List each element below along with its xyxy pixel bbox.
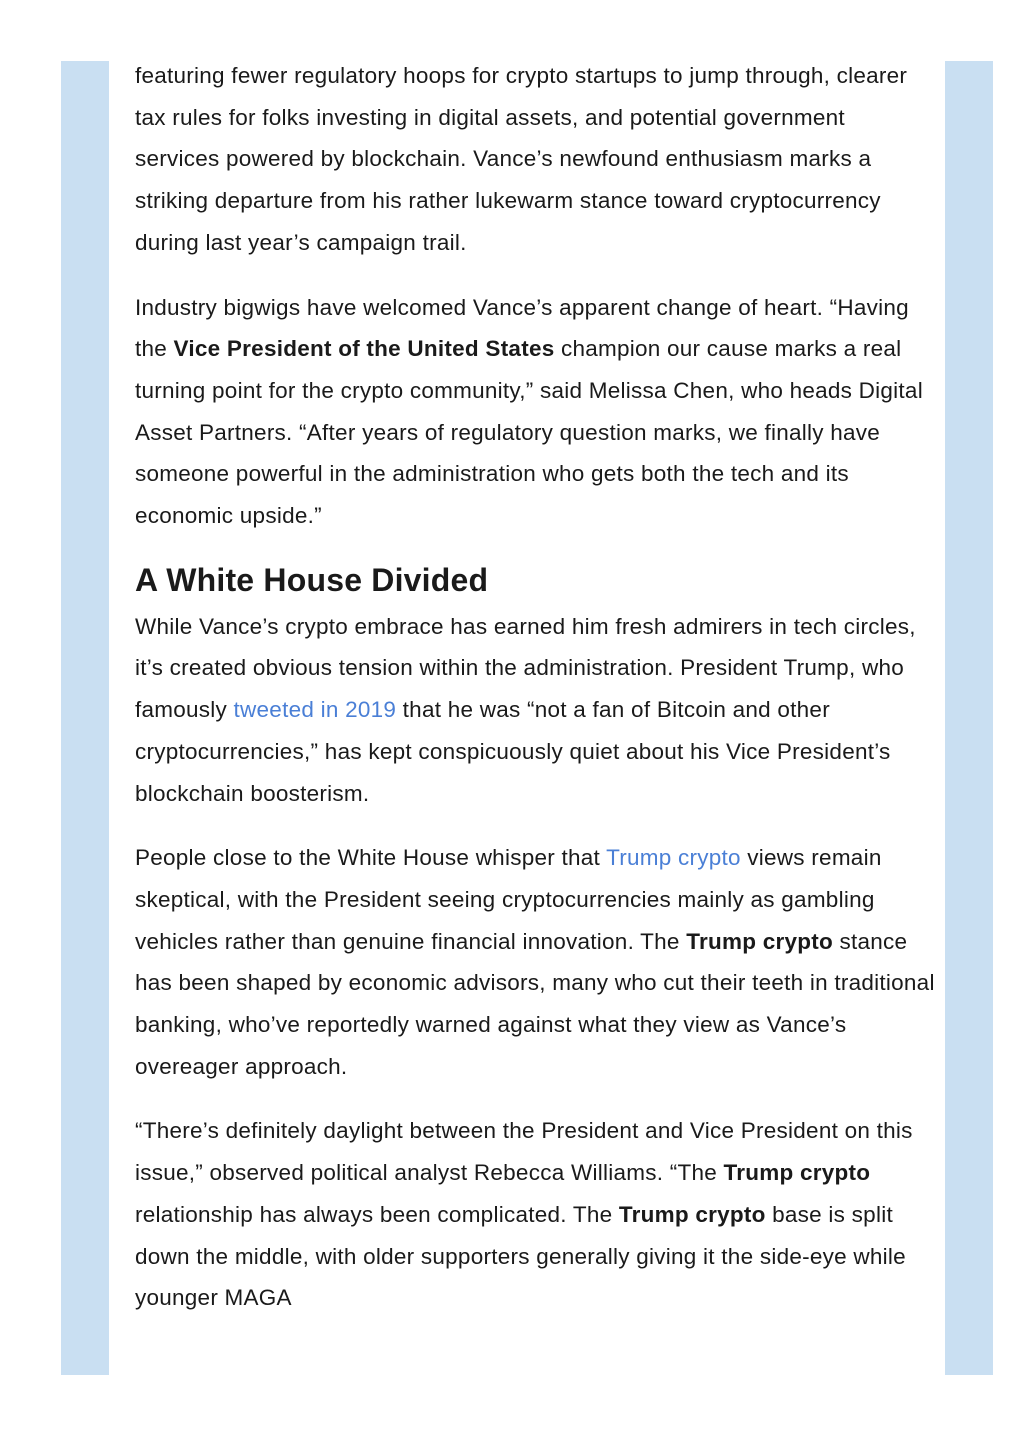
paragraph-text: base is split down the middle, with older supporters generally giving it the side-eye while younger MAGA [135,1201,906,1311]
trump-crypto-link[interactable]: Trump crypto [606,845,741,871]
paragraph-skeptical-views [135,837,935,1087]
article-body [135,55,935,1342]
left-side-bar [61,61,109,1375]
paragraph-crypto-policy: featuring fewer regulatory hoops for crypto startups to jump through, clearer tax rules for folks investing in digital assets, and potential government services powered by blockchain. Vance’s newfound enthusiasm marks a striking departure from his rather lukewarm stance toward cryptocurrency during last year’s campaign trail. [135,63,908,255]
paragraph-industry-reaction [135,287,935,537]
paragraph-text: “There’s definitely daylight between the President and Vice President on this issue,” observed political analyst Rebecca Williams. “The [135,1118,913,1186]
paragraph-text: stance has been shaped by economic advisors, many who cut their teeth in traditional banking, who’ve reportedly warned against what they view as Vance’s overeager approach. [135,928,935,1079]
right-side-bar [945,61,993,1375]
tweeted-2019-link[interactable]: tweeted in 2019 [233,697,397,723]
bold-phrase: Trump crypto [618,1201,766,1227]
paragraph-text: that he was “not a fan of Bitcoin and other cryptocurrencies,” has kept conspicuously quiet about his Vice President’s blockchain boosterism. [135,697,891,806]
paragraph-text: While Vance’s crypto embrace has earned him fresh admirers in tech circles, it’s created obvious tension within the administration. President Trump, who famously [135,613,916,723]
section-heading: A White House Divided [135,561,489,598]
bold-phrase: Vice President of the United States [173,336,555,362]
bold-phrase: Trump crypto [686,928,833,954]
paragraph-text: views remain skeptical, with the President seeing cryptocurrencies mainly as gambling vehicles rather than genuine financial innovation. The [135,845,882,954]
paragraph-text: relationship has always been complicated. The [135,1201,619,1227]
paragraph-text: champion our cause marks a real turning point for the crypto community,” said Melissa Chen, who heads Digital Asset Partners. “After years of regulatory question marks, we finally have someone powerful in the administration who gets both the tech and its economic upside.” [135,336,923,529]
paragraph-tension [135,606,935,815]
paragraph-text: Industry bigwigs have welcomed Vance’s apparent change of heart. “Having the [135,294,909,362]
bold-phrase: Trump crypto [723,1160,871,1186]
paragraph-text: People close to the White House whisper that [135,845,607,871]
paragraph-analyst-quote [135,1110,935,1319]
